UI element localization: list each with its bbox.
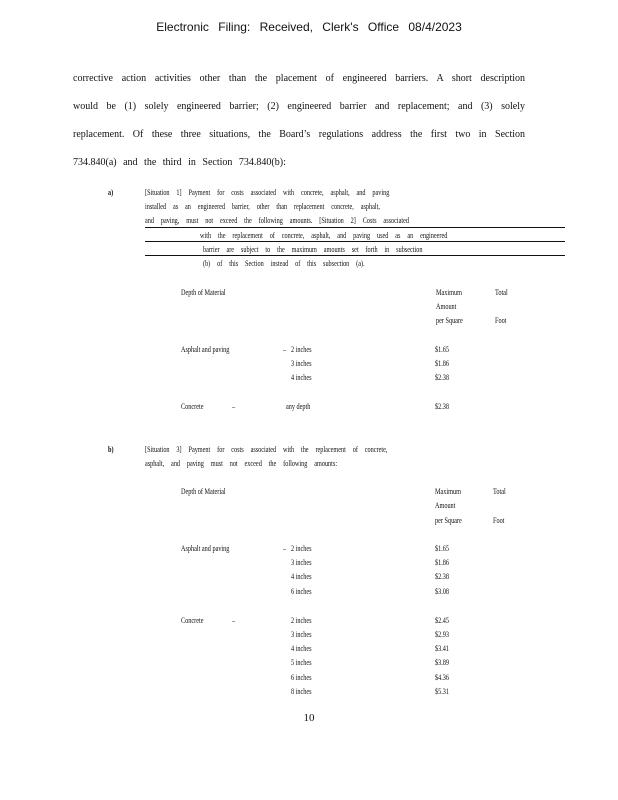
table-row-depth: 4 inches (291, 373, 312, 382)
col-total-header: Foot (493, 516, 505, 525)
section-a-line: with the replacement of concrete, asphalt, and paving used as an engineered (200, 231, 448, 240)
table-row-amount: $2.45 (435, 616, 450, 625)
table-row-material: Asphalt and paving (181, 544, 230, 553)
table-row-depth: 4 inches (291, 644, 312, 653)
table-row-depth: 6 inches (291, 673, 312, 682)
table-row-amount: $2.38 (435, 402, 450, 411)
table-row-depth: 3 inches (291, 558, 312, 567)
table-row-depth: 8 inches (291, 687, 312, 696)
col-max-header: Maximum (436, 288, 462, 297)
table-row-amount: $3.89 (435, 658, 450, 667)
col-max-header: per Square (436, 316, 463, 325)
amendment-rule (145, 255, 565, 256)
table-row-material: Asphalt and paving (181, 345, 230, 354)
table-row-depth: 6 inches (291, 587, 312, 596)
col-total-header: Total (493, 487, 506, 496)
col-depth-header: Depth of Material (181, 487, 226, 496)
table-row-depth: 2 inches (291, 544, 312, 553)
amendment-rule (145, 227, 565, 228)
table-row-depth: 5 inches (291, 658, 312, 667)
table-row-amount: $3.08 (435, 587, 450, 596)
table-row-amount: $1.86 (435, 359, 450, 368)
col-max-header: Maximum (435, 487, 461, 496)
section-a-line: [Situation 1] Payment for costs associated with concrete, asphalt, and paving (145, 188, 390, 197)
table-row-dash: – (232, 402, 236, 411)
section-a-line: (b) of this Section instead of this subsection (a). (203, 259, 365, 268)
col-total-header: Foot (495, 316, 507, 325)
amendment-rule (145, 241, 565, 242)
section-a-label: a) (108, 188, 114, 197)
table-row-material: Concrete (181, 616, 204, 625)
col-max-header: Amount (436, 302, 457, 311)
col-max-header: per Square (435, 516, 462, 525)
table-row-amount: $2.38 (435, 373, 450, 382)
table-row-amount: $1.65 (435, 544, 450, 553)
table-row-amount: $4.36 (435, 673, 450, 682)
col-total-header: Total (495, 288, 508, 297)
table-row-dash: – (232, 616, 236, 625)
table-row-depth: 3 inches (291, 359, 312, 368)
table-row-amount: $3.41 (435, 644, 450, 653)
section-b-line: asphalt, and paving must not exceed the following amounts: (145, 459, 338, 468)
table-row-amount: $5.31 (435, 687, 450, 696)
filing-header: Electronic Filing: Received, Clerk's Office 08/4/2023 (156, 20, 462, 34)
table-row-amount: $1.65 (435, 345, 450, 354)
col-max-header: Amount (435, 501, 456, 510)
section-b-line: [Situation 3] Payment for costs associated with the replacement of concrete, (145, 445, 388, 454)
table-row-amount: $1.86 (435, 558, 450, 567)
section-a-line: and paving, must not exceed the following amounts. [Situation 2] Costs associated (145, 216, 410, 225)
intro-line: 734.840(a) and the third in Section 734.840(b): (73, 157, 286, 168)
table-row-depth: any depth (286, 402, 311, 411)
table-row-material: Concrete (181, 402, 204, 411)
table-row-dash: – (283, 544, 287, 553)
section-b-label: b) (108, 445, 114, 454)
intro-paragraph (73, 65, 525, 177)
col-depth-header: Depth of Material (181, 288, 226, 297)
section-a-line: barrier are subject to the maximum amounts set forth in subsection (203, 245, 423, 254)
table-row-dash: – (283, 345, 287, 354)
table-row-depth: 3 inches (291, 630, 312, 639)
intro-line: corrective action activities other than the placement of engineered barriers. A short description (73, 73, 525, 84)
table-row-amount: $2.38 (435, 572, 450, 581)
intro-line: would be (1) solely engineered barrier; (2) engineered barrier and replacement; and (3) solely (73, 101, 525, 112)
table-row-depth: 2 inches (291, 616, 312, 625)
intro-line: replacement. Of these three situations, the Board’s regulations address the first two in Section (73, 129, 525, 140)
table-row-depth: 2 inches (291, 345, 312, 354)
table-row-depth: 4 inches (291, 572, 312, 581)
page-number: 10 (303, 712, 315, 724)
table-row-amount: $2.93 (435, 630, 450, 639)
section-a-line: installed as an engineered barrier, other than replacement concrete, asphalt, (145, 202, 380, 211)
